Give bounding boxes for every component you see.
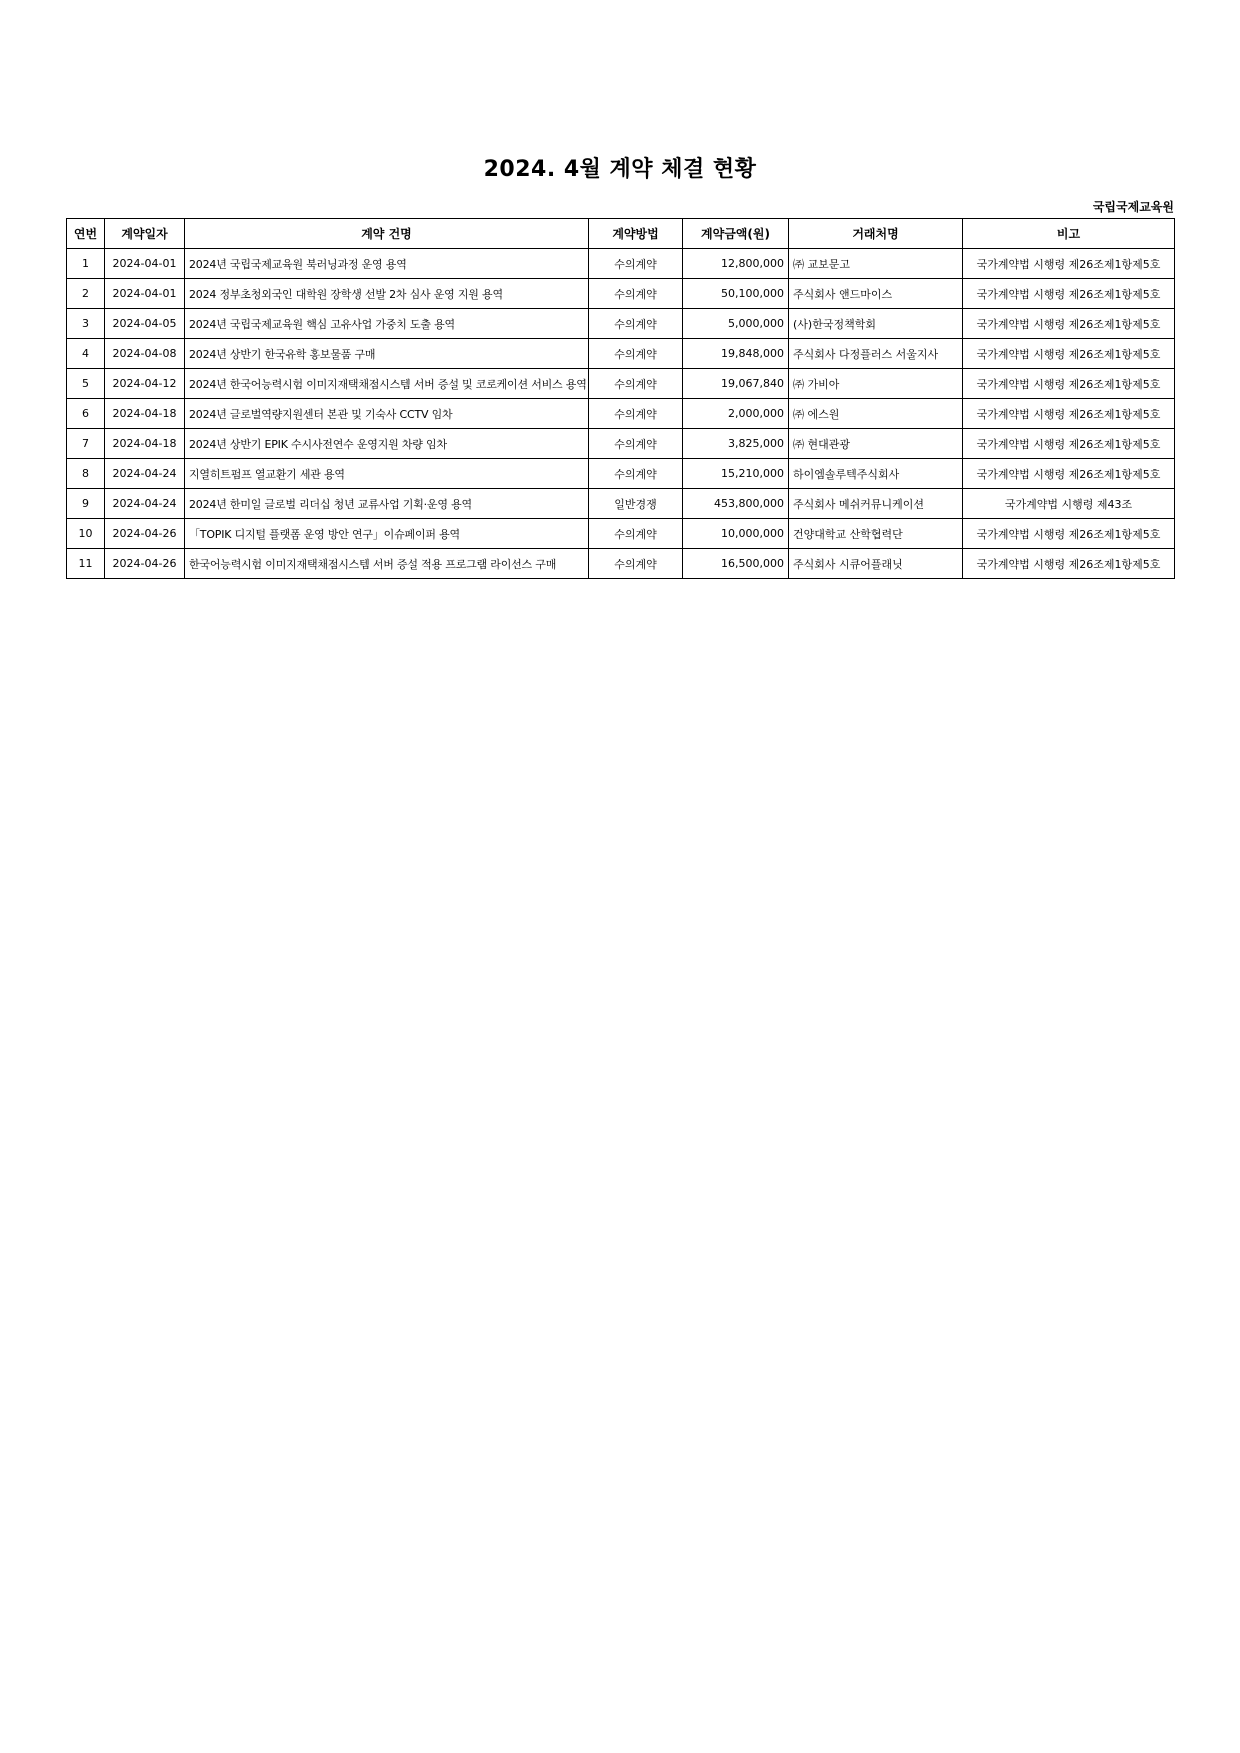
header-no: 연번	[67, 219, 105, 249]
row-name: 2024년 한국어능력시험 이미지재택채점시스템 서버 증설 및 코로케이션 서비스 용역	[185, 369, 589, 399]
row-note: 국가계약법 시행령 제26조제1항제5호	[963, 519, 1175, 549]
row-vendor: 건양대학교 산학협력단	[789, 519, 963, 549]
table-row	[67, 489, 1175, 519]
row-name: 2024년 상반기 한국유학 홍보물품 구매	[185, 339, 589, 369]
row-vendor: 주식회사 시큐어플래닛	[789, 549, 963, 579]
row-vendor: ㈜ 가비아	[789, 369, 963, 399]
row-name: 2024년 국립국제교육원 핵심 고유사업 가중치 도출 용역	[185, 309, 589, 339]
row-date: 2024-04-24	[105, 489, 185, 519]
table-row	[67, 399, 1175, 429]
organization-name: 국립국제교육원	[1092, 200, 1174, 214]
table-row	[67, 519, 1175, 549]
row-no: 10	[67, 519, 105, 549]
header-amount: 계약금액(원)	[683, 219, 789, 249]
row-vendor: 주식회사 메쉬커뮤니케이션	[789, 489, 963, 519]
row-name: 2024년 한미일 글로벌 리더십 청년 교류사업 기획·운영 용역	[185, 489, 589, 519]
row-date: 2024-04-01	[105, 279, 185, 309]
row-no: 9	[67, 489, 105, 519]
row-no: 3	[67, 309, 105, 339]
row-amount: 10,000,000	[683, 519, 789, 549]
row-name: 한국어능력시험 이미지재택채점시스템 서버 증설 적용 프로그램 라이선스 구매	[185, 549, 589, 579]
row-no: 4	[67, 339, 105, 369]
table-row	[67, 279, 1175, 309]
header-date: 계약일자	[105, 219, 185, 249]
row-vendor: 하이엠솔루텍주식회사	[789, 459, 963, 489]
row-date: 2024-04-24	[105, 459, 185, 489]
row-date: 2024-04-12	[105, 369, 185, 399]
header-note: 비고	[963, 219, 1175, 249]
row-method: 수의계약	[589, 369, 683, 399]
row-no: 8	[67, 459, 105, 489]
row-method: 수의계약	[589, 249, 683, 279]
row-vendor: 주식회사 다정플러스 서울지사	[789, 339, 963, 369]
row-no: 2	[67, 279, 105, 309]
row-method: 일반경쟁	[589, 489, 683, 519]
row-name: 2024년 글로벌역량지원센터 본관 및 기숙사 CCTV 임차	[185, 399, 589, 429]
row-date: 2024-04-26	[105, 519, 185, 549]
row-amount: 50,100,000	[683, 279, 789, 309]
row-method: 수의계약	[589, 339, 683, 369]
row-method: 수의계약	[589, 519, 683, 549]
row-method: 수의계약	[589, 279, 683, 309]
row-note: 국가계약법 시행령 제26조제1항제5호	[963, 549, 1175, 579]
row-amount: 2,000,000	[683, 399, 789, 429]
row-vendor: ㈜ 현대관광	[789, 429, 963, 459]
row-amount: 3,825,000	[683, 429, 789, 459]
row-date: 2024-04-01	[105, 249, 185, 279]
row-note: 국가계약법 시행령 제26조제1항제5호	[963, 459, 1175, 489]
row-name: 2024 정부초청외국인 대학원 장학생 선발 2차 심사 운영 지원 용역	[185, 279, 589, 309]
row-method: 수의계약	[589, 309, 683, 339]
table-row	[67, 549, 1175, 579]
row-amount: 16,500,000	[683, 549, 789, 579]
row-date: 2024-04-18	[105, 399, 185, 429]
row-amount: 19,067,840	[683, 369, 789, 399]
row-no: 1	[67, 249, 105, 279]
row-amount: 5,000,000	[683, 309, 789, 339]
table-row	[67, 429, 1175, 459]
row-amount: 453,800,000	[683, 489, 789, 519]
row-note: 국가계약법 시행령 제26조제1항제5호	[963, 279, 1175, 309]
row-no: 7	[67, 429, 105, 459]
table-row	[67, 339, 1175, 369]
page-title: 2024. 4월 계약 체결 현황	[483, 157, 757, 182]
row-name: 2024년 상반기 EPIK 수시사전연수 운영지원 차량 임차	[185, 429, 589, 459]
row-note: 국가계약법 시행령 제26조제1항제5호	[963, 369, 1175, 399]
row-name: 「TOPIK 디지털 플랫폼 운영 방안 연구」이슈페이퍼 용역	[185, 519, 589, 549]
row-note: 국가계약법 시행령 제26조제1항제5호	[963, 249, 1175, 279]
row-note: 국가계약법 시행령 제43조	[963, 489, 1175, 519]
contract-table	[66, 218, 1175, 579]
row-amount: 19,848,000	[683, 339, 789, 369]
row-amount: 15,210,000	[683, 459, 789, 489]
table-row	[67, 369, 1175, 399]
row-method: 수의계약	[589, 549, 683, 579]
row-note: 국가계약법 시행령 제26조제1항제5호	[963, 429, 1175, 459]
row-no: 5	[67, 369, 105, 399]
row-date: 2024-04-08	[105, 339, 185, 369]
row-date: 2024-04-18	[105, 429, 185, 459]
row-date: 2024-04-05	[105, 309, 185, 339]
row-amount: 12,800,000	[683, 249, 789, 279]
row-name: 2024년 국립국제교육원 북러닝과정 운영 용역	[185, 249, 589, 279]
row-name: 지열히트펌프 열교환기 세관 용역	[185, 459, 589, 489]
header-vendor: 거래처명	[789, 219, 963, 249]
row-method: 수의계약	[589, 399, 683, 429]
row-note: 국가계약법 시행령 제26조제1항제5호	[963, 309, 1175, 339]
table-row	[67, 459, 1175, 489]
table-header-row	[67, 219, 1175, 249]
row-no: 6	[67, 399, 105, 429]
row-method: 수의계약	[589, 429, 683, 459]
row-vendor: ㈜ 교보문고	[789, 249, 963, 279]
row-vendor: 주식회사 앤드마이스	[789, 279, 963, 309]
row-date: 2024-04-26	[105, 549, 185, 579]
row-note: 국가계약법 시행령 제26조제1항제5호	[963, 339, 1175, 369]
row-vendor: (사)한국정책학회	[789, 309, 963, 339]
row-note: 국가계약법 시행령 제26조제1항제5호	[963, 399, 1175, 429]
row-no: 11	[67, 549, 105, 579]
row-method: 수의계약	[589, 459, 683, 489]
header-name: 계약 건명	[185, 219, 589, 249]
table-row	[67, 309, 1175, 339]
row-vendor: ㈜ 에스원	[789, 399, 963, 429]
header-method: 계약방법	[589, 219, 683, 249]
table-row	[67, 249, 1175, 279]
